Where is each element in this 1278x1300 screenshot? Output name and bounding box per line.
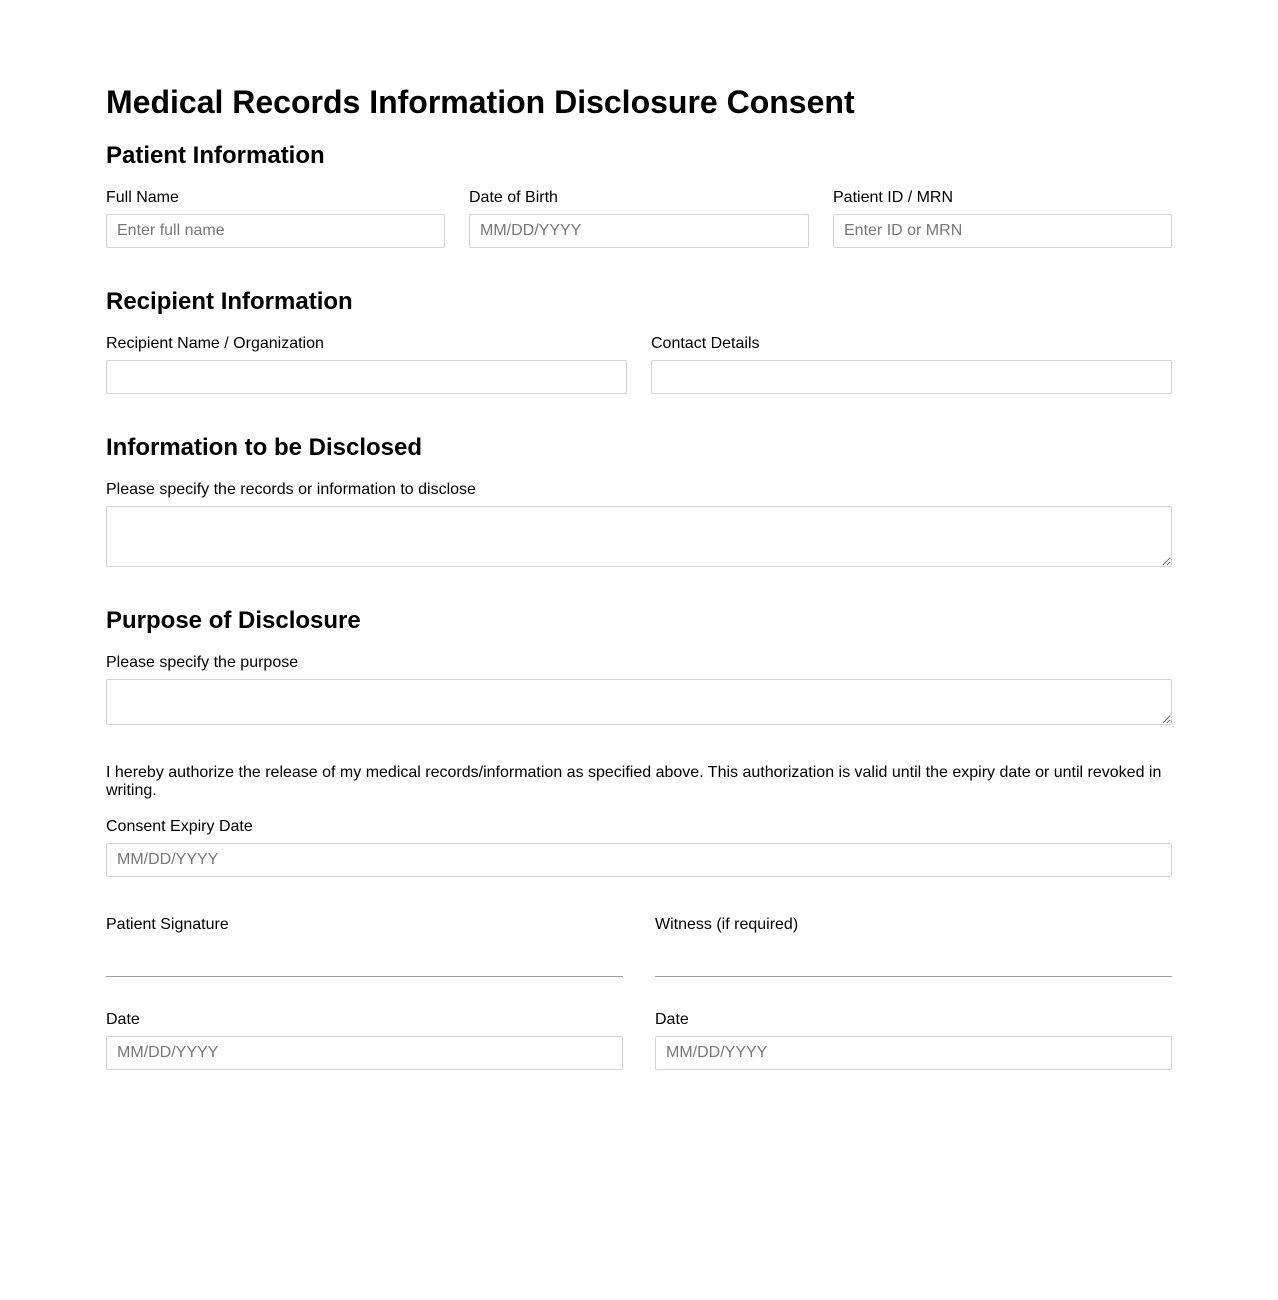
expiry-group	[106, 817, 1172, 877]
full-name-group	[106, 188, 445, 248]
full-name-input[interactable]	[106, 214, 445, 248]
purpose-group	[106, 653, 1172, 725]
expiry-date-input[interactable]	[106, 843, 1172, 877]
witness-date-group	[655, 1010, 1172, 1070]
purpose-label: Please specify the purpose	[106, 654, 299, 671]
patient-id-input[interactable]	[833, 214, 1172, 248]
authorization-statement: I hereby authorize the release of my medical records/information as specified above. This authorization is valid until the expiry date or until revoked in writing.	[106, 764, 1162, 799]
purpose-textarea[interactable]	[106, 679, 1172, 725]
patient-signature-label: Patient Signature	[106, 916, 229, 933]
contact-details-input[interactable]	[651, 360, 1172, 394]
patient-date-label: Date	[106, 1011, 140, 1028]
recipient-name-label: Recipient Name / Organization	[106, 335, 324, 352]
patient-date-input[interactable]	[106, 1036, 623, 1070]
witness-signature-group	[655, 915, 1172, 977]
patient-signature-group	[106, 915, 623, 977]
section-heading-disclosed: Information to be Disclosed	[106, 434, 423, 461]
recipient-name-input[interactable]	[106, 360, 627, 394]
dob-label: Date of Birth	[469, 189, 558, 206]
records-label: Please specify the records or information to disclose	[106, 481, 476, 498]
patient-date-group	[106, 1010, 623, 1070]
witness-date-label: Date	[655, 1011, 689, 1028]
section-heading-recipient: Recipient Information	[106, 288, 353, 315]
full-name-label: Full Name	[106, 189, 179, 206]
contact-details-group	[651, 334, 1172, 394]
records-textarea[interactable]	[106, 506, 1172, 567]
recipient-name-group	[106, 334, 627, 394]
patient-id-group	[833, 188, 1172, 248]
page-title: Medical Records Information Disclosure Consent	[106, 84, 855, 120]
section-heading-patient: Patient Information	[106, 142, 325, 169]
section-heading-purpose: Purpose of Disclosure	[106, 607, 361, 634]
witness-signature-line[interactable]	[655, 976, 1172, 977]
patient-signature-line[interactable]	[106, 976, 623, 977]
witness-date-input[interactable]	[655, 1036, 1172, 1070]
witness-signature-label: Witness (if required)	[655, 916, 799, 933]
expiry-label: Consent Expiry Date	[106, 818, 253, 835]
patient-id-label: Patient ID / MRN	[833, 189, 954, 206]
dob-group	[469, 188, 809, 248]
dob-input[interactable]	[469, 214, 809, 248]
contact-details-label: Contact Details	[651, 335, 760, 352]
records-group	[106, 480, 1172, 567]
